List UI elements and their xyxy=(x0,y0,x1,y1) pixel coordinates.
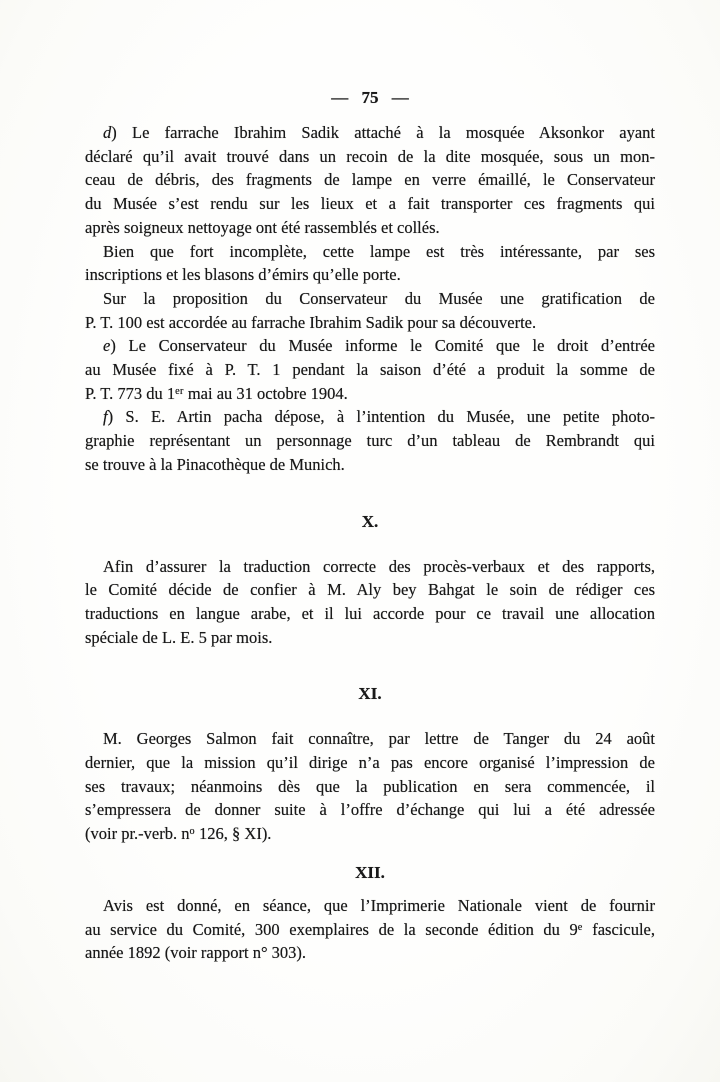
paragraph xyxy=(85,727,655,846)
text-line: déclaré qu’il avait trouvé dans un recoin de la dite mosquée, sous un mon- xyxy=(85,146,655,166)
text-line: le Comité décide de confier à M. Aly bey Bahgat le soin de rédiger ces xyxy=(85,580,655,600)
text-line: se trouve à la Pinacothèque de Munich. xyxy=(85,454,345,474)
text-line: M. Georges Salmon fait connaître, par lettre de Tanger du 24 août xyxy=(103,729,655,749)
text-line: Bien que fort incomplète, cette lampe est très intéressante, par ses xyxy=(103,241,655,261)
text-line: traductions en langue arabe, et il lui accorde pour ce travail une allocation xyxy=(85,603,655,623)
text-line: s’empressera de donner suite à l’offre d’échange qui lui a été adressée xyxy=(85,800,655,820)
paragraph xyxy=(85,555,655,650)
text-line: e) Le Conservateur du Musée informe le Comité que le droit d’entrée xyxy=(103,336,655,356)
text-line: année 1892 (voir rapport n° 303). xyxy=(85,943,307,963)
text-line: après soigneux nettoyage ont été rassemblés et collés. xyxy=(85,217,440,237)
page-number: — 75 — xyxy=(331,88,409,107)
text-line: inscriptions et les blasons d’émirs qu’elle porte. xyxy=(85,265,401,285)
text-line: Sur la proposition du Conservateur du Musée une gratification de xyxy=(103,288,655,308)
section-heading-xii: XII. xyxy=(355,862,385,882)
text-flow xyxy=(85,86,655,965)
paragraph xyxy=(85,240,655,287)
text-line: ceau de débris, des fragments de lampe en verre émaillé, le Conservateur xyxy=(85,170,655,190)
text-line: graphie représentant un personnage turc d’un tableau de Rembrandt qui xyxy=(85,431,655,451)
paragraph xyxy=(85,121,655,240)
section-heading-x: X. xyxy=(361,511,379,531)
text-line: d) Le farrache Ibrahim Sadik attaché à la mosquée Aksonkor ayant xyxy=(103,123,655,142)
text-line: au service du Comité, 300 exemplaires de la seconde édition du 9e fascicule, xyxy=(85,919,655,939)
text-line: Afin d’assurer la traduction correcte des procès-verbaux et des rapports, xyxy=(103,556,655,576)
paragraph xyxy=(85,287,655,334)
text-line: dernier, que la mission qu’il dirige n’a pas encore organisé l’impression de xyxy=(85,753,655,773)
text-line: P. T. 100 est accordée au farrache Ibrahim Sadik pour sa découverte. xyxy=(85,312,537,332)
text-line: spéciale de L. E. 5 par mois. xyxy=(85,627,273,647)
text-line: Avis est donné, en séance, que l’Imprimerie Nationale vient de fournir xyxy=(103,895,655,915)
text-line: ses travaux; néanmoins dès que la publication en sera commencée, il xyxy=(85,776,655,796)
paragraph xyxy=(85,894,655,965)
text-line: P. T. 773 du 1er mai au 31 octobre 1904. xyxy=(85,383,348,403)
text-line: f) S. E. Artin pacha dépose, à l’intention du Musée, une petite photo- xyxy=(103,407,655,427)
text-line: (voir pr.-verb. $n^o$ 126, § XI). xyxy=(85,824,272,844)
section-heading-xi: XI. xyxy=(358,684,382,704)
paragraph xyxy=(85,405,655,476)
text-line: du Musée s’est rendu sur les lieux et a fait transporter ces fragments qui xyxy=(85,194,655,214)
text-line: au Musée fixé à P. T. 1 pendant la saison d’été a produit la somme de xyxy=(85,360,655,380)
paragraph xyxy=(85,334,655,405)
